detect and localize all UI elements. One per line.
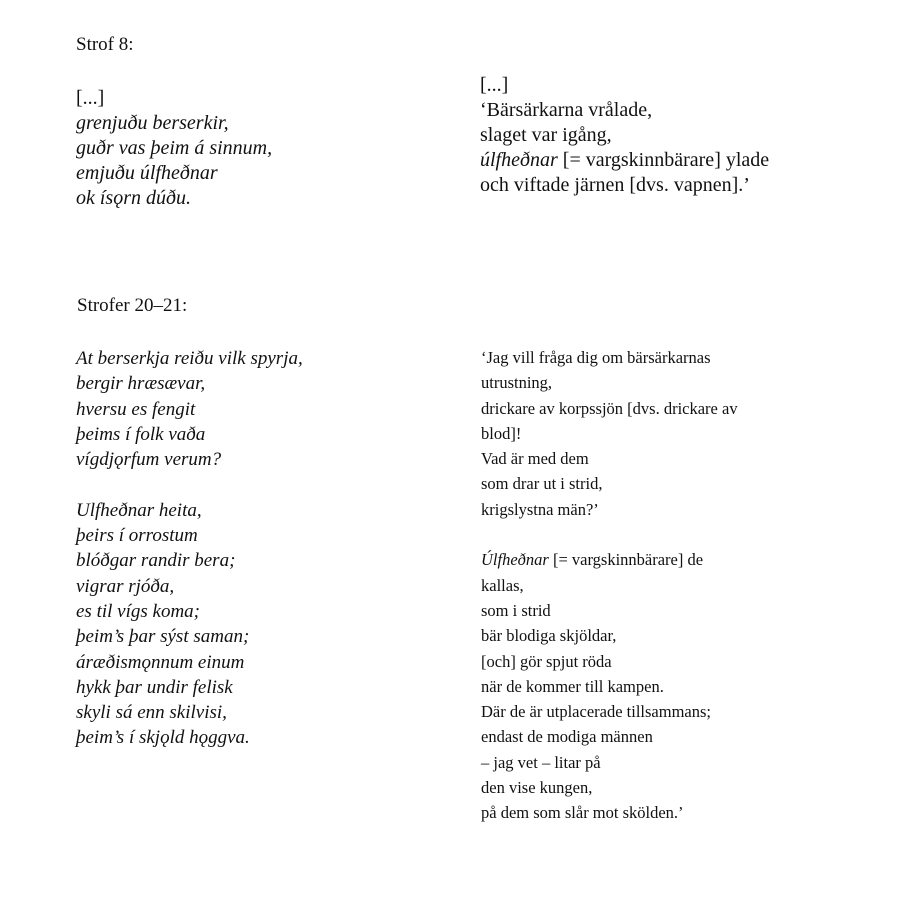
- verse-line: At berserkja reiðu vilk spyrja,: [76, 348, 303, 369]
- translation-line: på dem som slår mot skölden.’: [481, 803, 684, 823]
- section1-heading: Strof 8:: [76, 34, 134, 55]
- italic-term: Úlfheðnar: [481, 550, 549, 570]
- translation-line: utrustning,: [481, 373, 553, 393]
- translation-line: blod]!: [481, 423, 522, 443]
- verse-line: þeirs í orrostum: [76, 525, 198, 547]
- translation-line: [481, 547, 738, 572]
- translation-line: kallas,: [481, 575, 524, 595]
- verse-line: blóðgar randir bera;: [76, 550, 236, 572]
- translation-line: den vise kungen,: [481, 778, 593, 798]
- verse-line: es til vígs koma;: [76, 600, 201, 622]
- translation-line: endast de modiga männen: [481, 727, 653, 747]
- translation-line: [480, 148, 769, 173]
- translation-line: Vad är med dem: [481, 449, 589, 469]
- italic-term: úlfheðnar: [480, 149, 558, 171]
- section2-original: [76, 346, 303, 751]
- translation-line: som i strid: [481, 600, 551, 620]
- verse-line: þeim’s í skjǫld hǫggva.: [76, 727, 250, 749]
- verse-line: hykk þar undir felisk: [76, 676, 233, 698]
- translation-line: – jag vet – litar på: [481, 752, 601, 772]
- translation-line: ‘Jag vill fråga dig om bärsärkarnas: [481, 348, 711, 367]
- verse-line: áræðismǫnnum einum: [76, 651, 245, 673]
- verse-line: emjuðu úlfheðnar: [76, 162, 218, 184]
- section2-translation: [481, 345, 738, 826]
- stanza-gap: [76, 472, 303, 497]
- translation-line: slaget var igång,: [480, 124, 612, 146]
- section1-original: [76, 86, 272, 211]
- section1-translation: [480, 73, 769, 198]
- verse-line: þeims í folk vaða: [76, 423, 206, 445]
- verse-line: vígdjǫrfum verum?: [76, 449, 222, 471]
- verse-line: vigrar rjóða,: [76, 575, 175, 597]
- translation-line: [...]: [480, 74, 509, 96]
- translation-text: [= vargskinnbärare] de: [548, 550, 704, 570]
- translation-line: ‘Bärsärkarna vrålade,: [480, 99, 653, 121]
- verse-line: skyli sá enn skilvisi,: [76, 702, 227, 724]
- verse-line: hversu es fengit: [76, 398, 196, 420]
- verse-line: ok ísǫrn dúðu.: [76, 187, 191, 209]
- verse-line: grenjuðu berserkir,: [76, 112, 229, 134]
- translation-line: krigslystna män?’: [481, 499, 599, 519]
- translation-line: när de kommer till kampen.: [481, 676, 664, 696]
- translation-line: [och] gör spjut röda: [481, 651, 612, 671]
- verse-line: [...]: [76, 87, 105, 109]
- translation-line: Där de är utplacerade tillsammans;: [481, 702, 711, 722]
- translation-text: [= vargskinnbärare] ylade: [557, 149, 770, 171]
- translation-line: drickare av korpssjön [dvs. drickare av: [481, 398, 738, 418]
- verse-line: guðr vas þeim á sinnum,: [76, 137, 273, 159]
- stanza-gap: [481, 522, 738, 547]
- translation-line: och viftade järnen [dvs. vapnen].’: [480, 174, 750, 196]
- verse-line: þeim’s þar sýst saman;: [76, 626, 250, 648]
- verse-line: Ulfheðnar heita,: [76, 499, 202, 521]
- verse-line: bergir hræsævar,: [76, 373, 206, 395]
- translation-line: som drar ut i strid,: [481, 474, 603, 494]
- translation-line: bär blodiga skjöldar,: [481, 626, 617, 646]
- section2-heading: Strofer 20–21:: [77, 295, 188, 316]
